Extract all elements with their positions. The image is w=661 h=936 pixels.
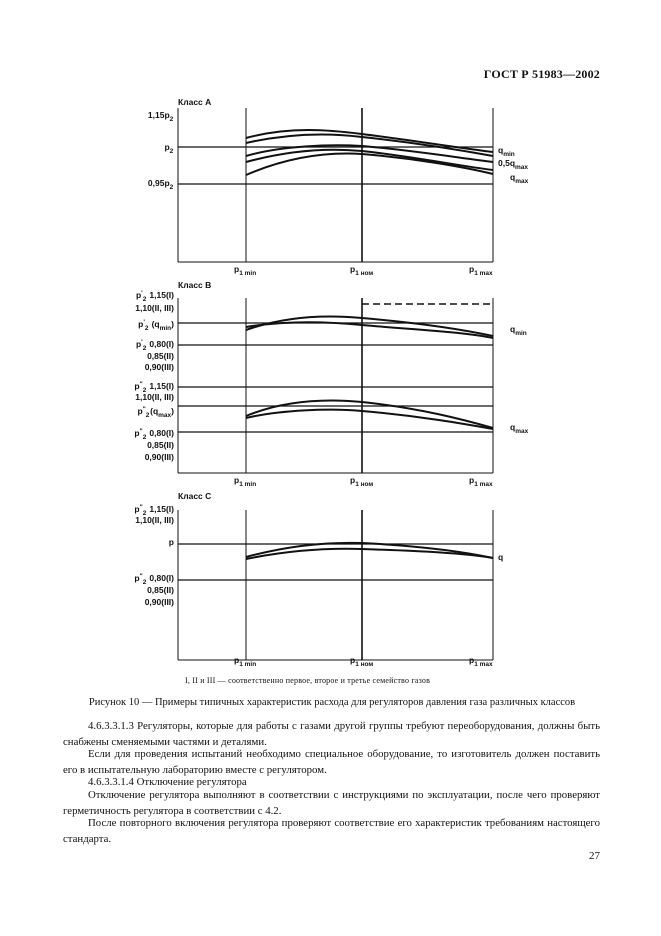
panel-2-y-tick-label: $p'_2$ 0,80(I) bbox=[135, 339, 174, 352]
figure-note: I, II и III — соответственно первое, второе и третье семейство газов bbox=[185, 676, 431, 685]
panel-3-y-tick-label: p bbox=[168, 537, 174, 547]
panel-1-curve-label: $0,5q_{max}$ bbox=[498, 158, 529, 171]
panel-1-x-tick-label: $p_{1 max}$ bbox=[469, 264, 493, 277]
panel-1-curve-label: $q_{min}$ bbox=[498, 145, 515, 158]
figure-caption: Рисунок 10 — Примеры типичных характеристик расхода для регуляторов давления газа различных классов bbox=[88, 697, 576, 708]
panel-3-characteristic-curve bbox=[246, 543, 493, 558]
paragraph-4-6-3-3-1-3: 4.6.3.3.1.3 Регуляторы, которые для работы с газами другой группы требуют переоборудования, должны быть снабжены сменяемыми частями и деталями. bbox=[63, 720, 600, 748]
panel-2-y-tick-label: 0,90(III) bbox=[144, 452, 174, 462]
paragraph-equipment: Если для проведения испытаний необходимо специальное оборудование, то изготовитель должен поставить его в испытательную лабораторию вместе с регулятором. bbox=[63, 748, 600, 776]
page-number: 27 bbox=[589, 850, 600, 862]
panel-2-y-tick-label: $p'_2$ 1,15(I) bbox=[135, 290, 174, 303]
document-header: ГОСТ Р 51983—2002 bbox=[483, 67, 600, 81]
panel-2-y-tick-label: $p^"_2$ 1,15(I) bbox=[134, 381, 174, 394]
panel-3-x-tick-label: $p_{1 min}$ bbox=[234, 655, 257, 668]
paragraph-4-6-3-3-1-4-heading: 4.6.3.3.1.4 Отключение регулятора bbox=[88, 776, 247, 788]
panel-2-y-tick-label: 1,10(II, III) bbox=[135, 392, 174, 402]
panel-1-class-label: Класс А bbox=[178, 97, 212, 107]
panel-2-y-tick-label: $p^"_2$ $(q_{max})$ bbox=[137, 406, 174, 419]
panel-2-characteristic-curve bbox=[246, 410, 493, 429]
panel-3-y-tick-label: 0,85(II) bbox=[147, 585, 174, 595]
panel-2-y-tick-label: 0,90(III) bbox=[144, 362, 174, 372]
panel-2-x-tick-label: $p_{1 max}$ bbox=[469, 475, 493, 488]
panel-2-y-tick-label: 1,10(II, III) bbox=[135, 303, 174, 313]
panel-1-x-tick-label: $p_{1 min}$ bbox=[234, 264, 257, 277]
paragraph-restart: После повторного включения регулятора проверяют соответствие его характеристик требованиям настоящего стандарта. bbox=[63, 817, 600, 845]
panel-2-x-tick-label: $p_{1 min}$ bbox=[234, 475, 257, 488]
panel-1-y-tick-label: $1,15p_2$ bbox=[147, 110, 174, 123]
panel-2-y-tick-label: 0,85(II) bbox=[147, 440, 174, 450]
panel-3-y-tick-label: 0,90(III) bbox=[144, 597, 174, 607]
panel-1-y-tick-label: $p_2$ bbox=[164, 142, 174, 155]
panel-2-x-tick-label: $p_{1 ном}$ bbox=[350, 475, 374, 488]
panel-3-characteristic-curve bbox=[246, 549, 493, 559]
panel-3-y-tick-label: $p^"_2$ 1,15(I) bbox=[134, 504, 174, 517]
panel-2-curve-label: $q_{max}$ bbox=[510, 422, 529, 435]
panel-2-y-tick-label: $p^"_2$ 0,80(I) bbox=[134, 428, 174, 441]
panel-3-y-tick-label: 1,10(II, III) bbox=[135, 515, 174, 525]
panel-2-curve-label: $q_{min}$ bbox=[510, 324, 527, 337]
panel-3-y-tick-label: $p^"_2$ 0,80(I) bbox=[134, 573, 174, 586]
panel-1-y-tick-label: $0,95p_2$ bbox=[147, 178, 174, 191]
panel-2-class-label: Класс В bbox=[178, 280, 212, 290]
paragraph-shutdown: Отключение регулятора выполняют в соответствии с инструкциями по эксплуатации, после чего проверяют герметичность регулятора в соответствии с 4.2. bbox=[63, 789, 600, 817]
panel-2-y-tick-label: $p'_2$ $(q_{min})$ bbox=[138, 319, 174, 332]
panel-3-x-tick-label: $p_{1 ном}$ bbox=[350, 655, 374, 668]
panel-2-y-tick-label: 0,85(II) bbox=[147, 351, 174, 361]
panel-3-x-tick-label: $p_{1 max}$ bbox=[469, 655, 493, 668]
panel-2-characteristic-curve bbox=[246, 401, 493, 428]
panel-3-class-label: Класс С bbox=[178, 491, 212, 501]
panel-1-curve-label: $q_{max}$ bbox=[510, 172, 529, 185]
panel-3-curve-label: q bbox=[498, 552, 504, 562]
panel-1-x-tick-label: $p_{1 ном}$ bbox=[350, 264, 374, 277]
